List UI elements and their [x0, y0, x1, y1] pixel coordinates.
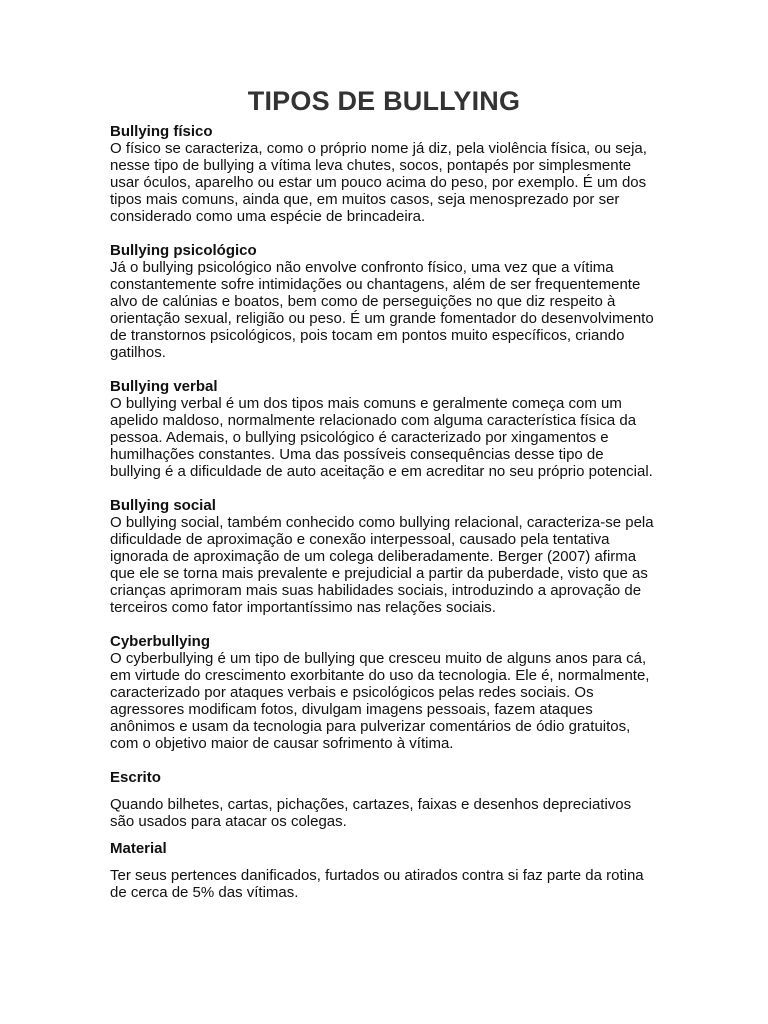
- section-heading: Material: [110, 840, 167, 857]
- document-title: TIPOS DE BULLYING: [247, 86, 521, 116]
- section-body: O físico se caracteriza, como o próprio nome já diz, pela violência física, ou seja, nesse tipo de bullying a vítima leva chutes, socos, pontapés por simplesmente usar óculos, aparelho ou estar um pouco acima do peso, por exemplo. É um dos tipos mais comuns, ainda que, em muitos casos, seja menosprezado por ser considerado como uma espécie de brincadeira.: [110, 140, 647, 225]
- section-heading: Bullying psicológico: [110, 242, 257, 259]
- section-body: O bullying social, também conhecido como bullying relacional, caracteriza-se pela dificuldade de aproximação e conexão interpessoal, causado pela tentativa ignorada de aproximação de um colega deliberadamente. Berger (2007) afirma que ele se torna mais prevalente e prejudicial a partir da puberdade, visto que as crianças aprimoram mais suas habilidades sociais, introduzindo a aprovação de terceiros como fator importantíssimo nas relações sociais.: [110, 514, 654, 616]
- section-body: Ter seus pertences danificados, furtados ou atirados contra si faz parte da rotina de cerca de 5% das vítimas.: [110, 867, 644, 901]
- section-heading: Bullying verbal: [110, 378, 218, 395]
- section-heading: Bullying social: [110, 497, 216, 514]
- section-bullying-social: [110, 497, 658, 616]
- section-heading: Bullying físico: [110, 123, 213, 140]
- section-heading: Cyberbullying: [110, 633, 211, 650]
- section-bullying-verbal: [110, 378, 658, 480]
- section-material: [110, 840, 658, 901]
- section-body: O bullying verbal é um dos tipos mais comuns e geralmente começa com um apelido maldoso, normalmente relacionado com alguma característica física da pessoa. Ademais, o bullying psicológico é caracterizado por xingamentos e humilhações constantes. Uma das possíveis consequências desse tipo de bullying é a dificuldade de auto aceitação e em acreditar no seu próprio potencial.: [110, 395, 653, 480]
- section-body: Já o bullying psicológico não envolve confronto físico, uma vez que a vítima constantemente sofre intimidações ou chantagens, além de ser frequentemente alvo de calúnias e boatos, bem como de perseguições no que diz respeito à orientação sexual, religião ou peso. É um grande fomentador do desenvolvimento de transtornos psicológicos, pois tocam em pontos muito específicos, criando gatilhos.: [110, 259, 654, 361]
- section-bullying-psicologico: [110, 242, 658, 361]
- section-body: Quando bilhetes, cartas, pichações, cartazes, faixas e desenhos depreciativos são usados para atacar os colegas.: [110, 796, 632, 830]
- section-heading: Escrito: [110, 769, 161, 786]
- section-cyberbullying: [110, 633, 658, 752]
- section-escrito: [110, 769, 658, 830]
- section-body: O cyberbullying é um tipo de bullying que cresceu muito de alguns anos para cá, em virtude do crescimento exorbitante do uso da tecnologia. Ele é, normalmente, caracterizado por ataques verbais e psicológicos pelas redes sociais. Os agressores modificam fotos, divulgam imagens pessoais, fazem ataques anônimos e usam da tecnologia para pulverizar comentários de ódio gratuitos, com o objetivo maior de causar sofrimento à vítima.: [110, 650, 650, 752]
- section-bullying-fisico: [110, 123, 658, 225]
